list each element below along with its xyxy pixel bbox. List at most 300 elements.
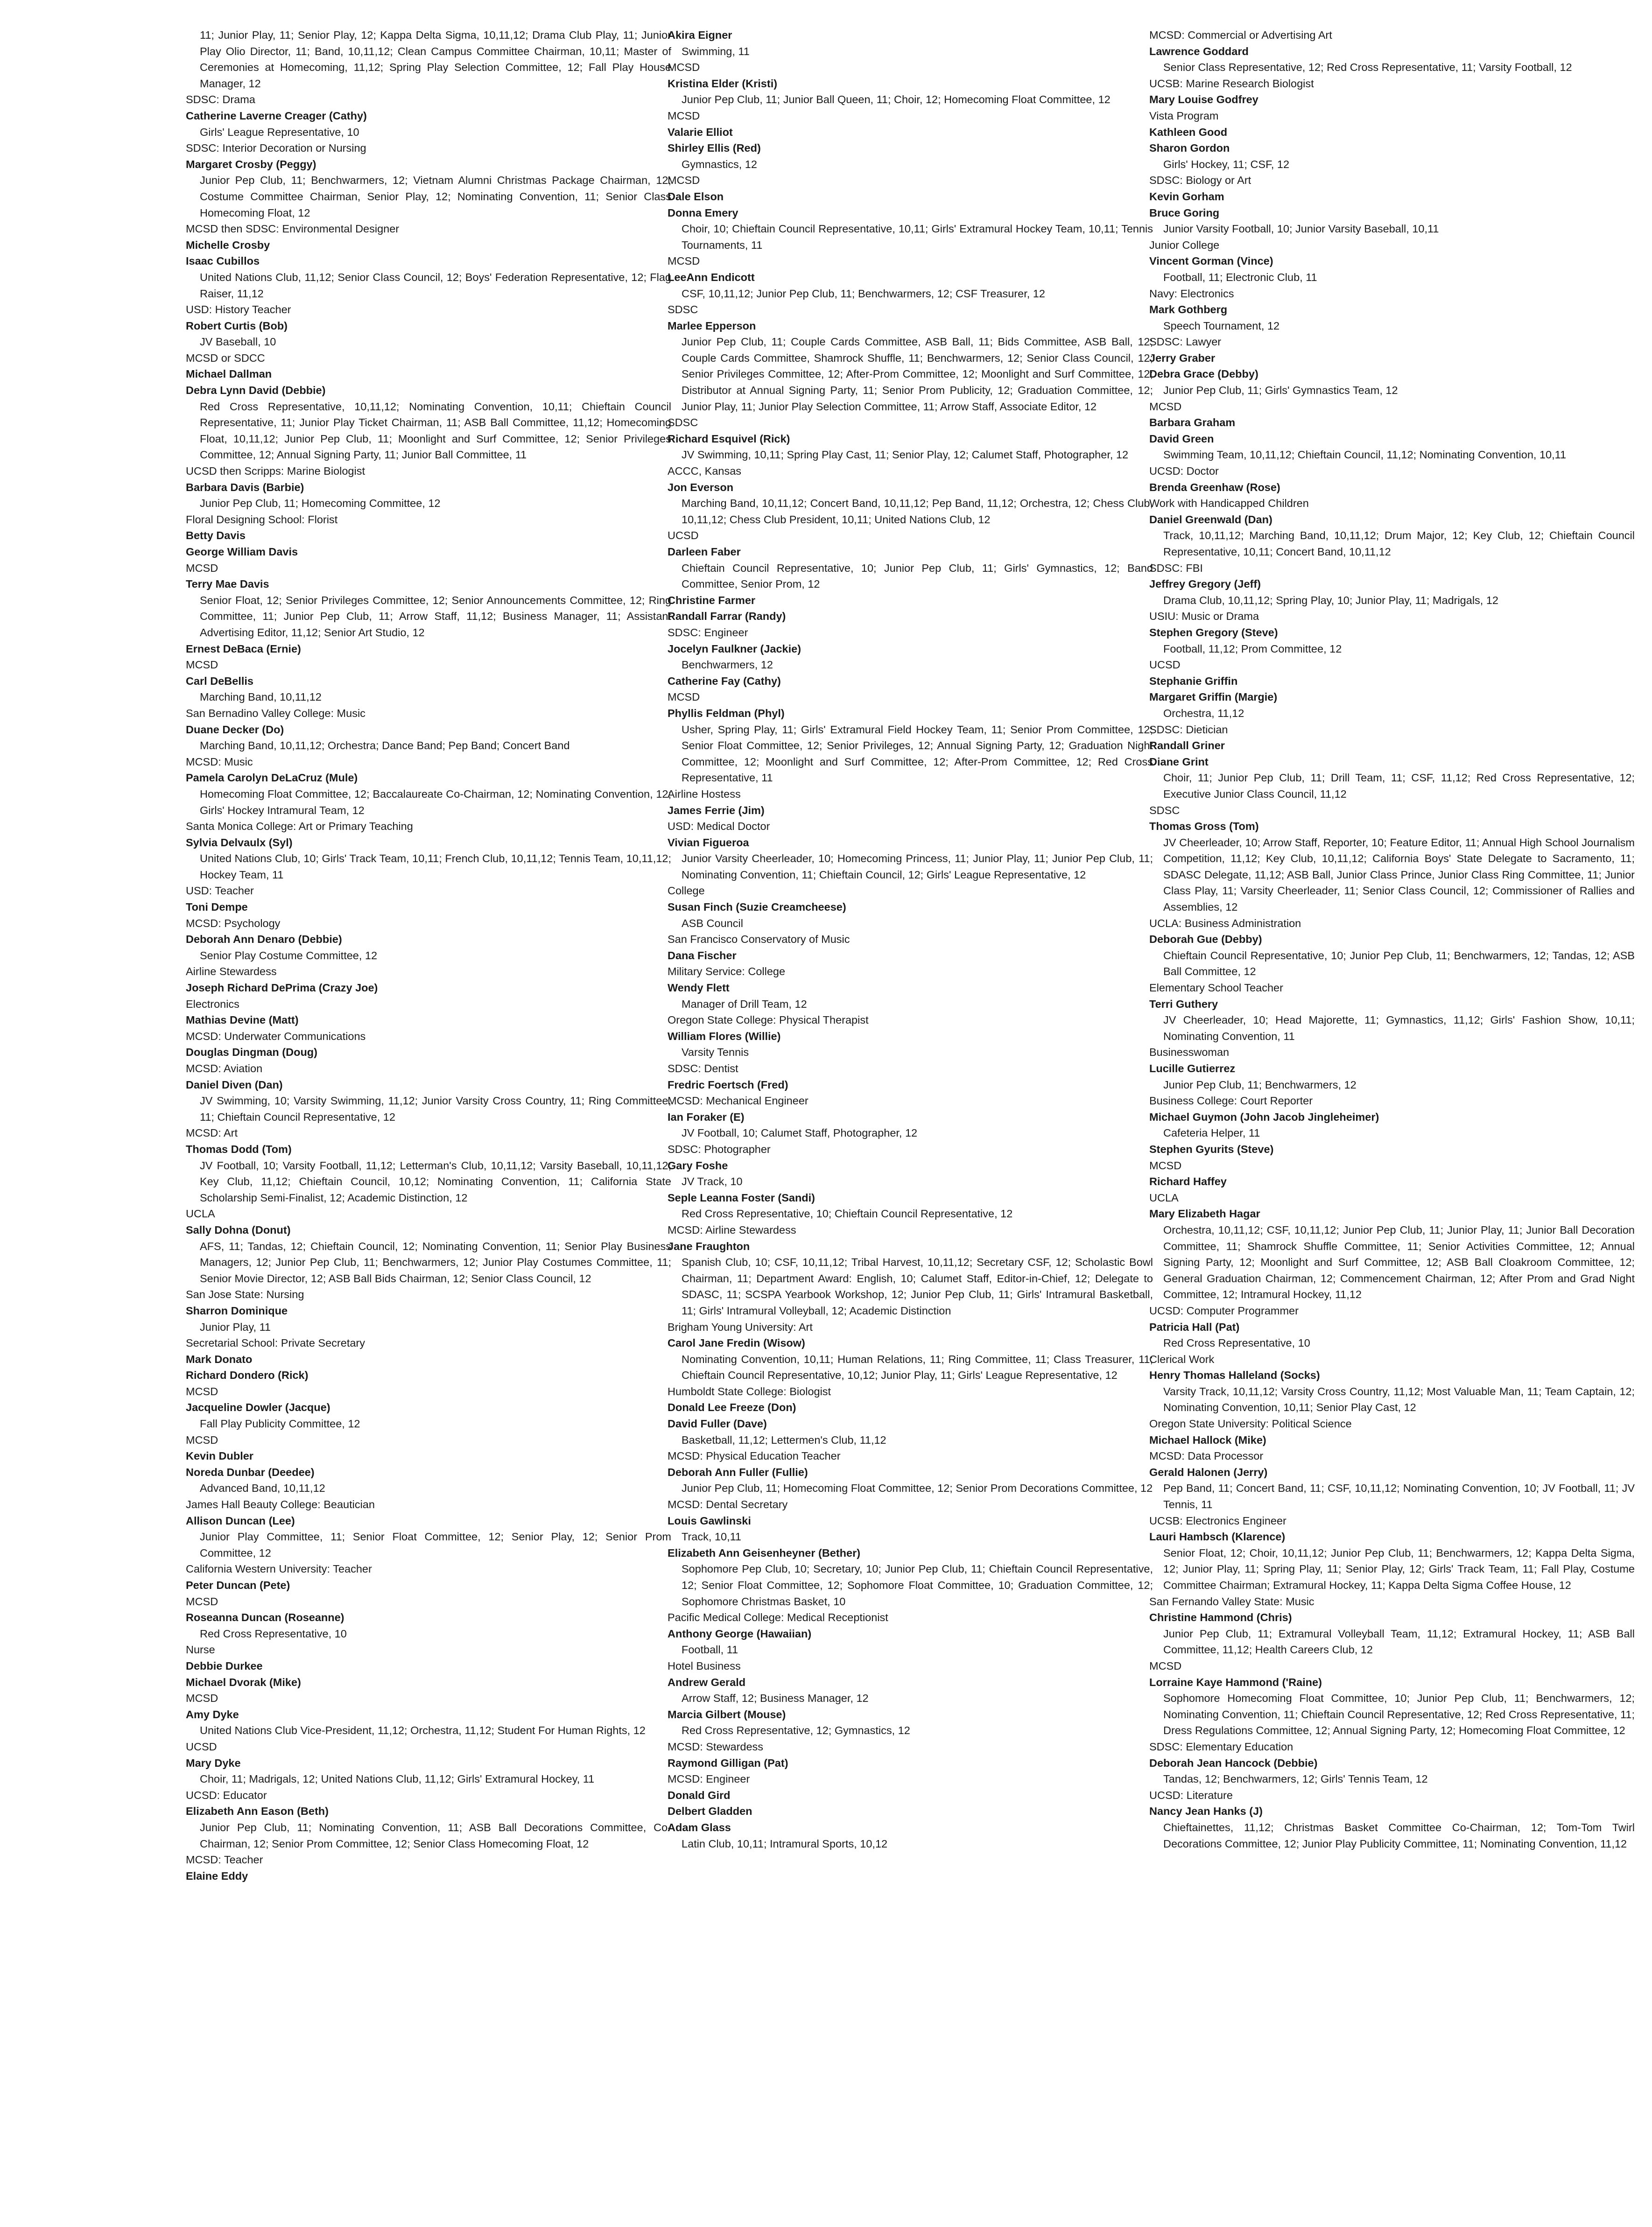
student-entry [1149, 673, 1635, 689]
student-future-plans: MCSD [668, 691, 700, 703]
student-activities: AFS, 11; Tandas, 12; Chieftain Council, 12; Nominating Convention, 11; Senior Play Business Managers, 12; Junior Pep Club, 11; Benchwarmers, 12; Junior Play Costumes Committee, 11; Senior Movie Director, 12; ASB Ball Bids Chairman, 12; Senior Class Council, 12 [200, 1240, 671, 1285]
student-name: Darleen Faber [668, 546, 741, 558]
student-entry [668, 1109, 1153, 1158]
student-entry [1149, 189, 1635, 205]
student-name: Marlee Epperson [668, 319, 756, 332]
student-name: Donald Gird [668, 1789, 731, 1801]
student-entry [186, 1513, 671, 1577]
student-name: Roseanna Duncan (Roseanne) [186, 1611, 344, 1624]
student-activities: Tandas, 12; Benchwarmers, 12; Girls' Tennis Team, 12 [1163, 1773, 1428, 1785]
student-entry [1149, 205, 1635, 253]
student-name: Michael Dallman [186, 368, 272, 380]
student-entry [1149, 431, 1635, 479]
student-activities: Manager of Drill Team, 12 [682, 998, 807, 1010]
student-activities: Junior Pep Club, 11; Benchwarmers, 12 [1163, 1078, 1357, 1091]
student-entry [668, 1626, 1153, 1674]
student-name: Joseph Richard DePrima (Crazy Joe) [186, 982, 378, 994]
student-future-plans: SDSC: Lawyer [1149, 336, 1222, 348]
student-entry [1149, 43, 1635, 92]
student-future-plans: Nurse [186, 1644, 215, 1656]
student-entry [1149, 27, 1635, 43]
student-name: Randall Farrar (Randy) [668, 610, 786, 623]
student-future-plans: UCSD: Educator [186, 1789, 267, 1801]
student-activities: Marching Band, 10,11,12; Concert Band, 10,11,12; Pep Band, 11,12; Orchestra, 12; Chess Club, 10,11,12; Chess Club President, 10,11; United Nations Club, 12 [682, 497, 1153, 526]
student-name: Debbie Durkee [186, 1659, 263, 1672]
student-activities: United Nations Club, 10; Girls' Track Team, 10,11; French Club, 10,11,12; Tennis Team, 10,11,12; Hockey Team, 11 [200, 852, 671, 881]
student-future-plans: San Bernadino Valley College: Music [186, 707, 366, 719]
student-entry [1149, 1755, 1635, 1804]
student-name: Carl DeBellis [186, 674, 253, 687]
student-future-plans: MCSD [186, 1692, 218, 1705]
student-entry [668, 269, 1153, 318]
student-future-plans: Businesswoman [1149, 1046, 1230, 1059]
student-name: Robert Curtis (Bob) [186, 319, 288, 332]
student-name: Henry Thomas Halleland (Socks) [1149, 1369, 1320, 1382]
student-name: Pamela Carolyn DeLaCruz (Mule) [186, 772, 358, 784]
student-name: Gary Foshe [668, 1159, 728, 1172]
student-name: Sally Dohna (Donut) [186, 1223, 291, 1236]
student-name: Patricia Hall (Pat) [1149, 1321, 1240, 1333]
student-activities: Football, 11,12; Prom Committee, 12 [1163, 642, 1342, 655]
student-name: Stephen Gyurits (Steve) [1149, 1143, 1274, 1155]
student-entry [186, 318, 671, 366]
student-name: Adam Glass [668, 1821, 731, 1834]
student-name: Susan Finch (Suzie Creamcheese) [668, 901, 846, 913]
student-name: Delbert Gladden [668, 1805, 752, 1818]
student-future-plans: MCSD: Teacher [186, 1854, 263, 1866]
student-name: Ernest DeBaca (Ernie) [186, 642, 301, 655]
student-entry [1149, 931, 1635, 996]
student-name: Deborah Jean Hancock (Debbie) [1149, 1756, 1318, 1769]
student-future-plans: Junior College [1149, 239, 1220, 251]
student-future-plans: MCSD [668, 109, 700, 122]
student-future-plans: SDSC: Engineer [668, 626, 748, 639]
student-activities: ASB Council [682, 917, 743, 929]
student-name: Toni Dempe [186, 901, 248, 913]
student-entry [186, 1577, 671, 1609]
student-entry [186, 980, 671, 1012]
student-activities: Swimming Team, 10,11,12; Chieftain Council, 11,12; Nominating Convention, 10,11 [1163, 449, 1567, 461]
student-entry [668, 124, 1153, 141]
student-activities: Marching Band, 10,11,12 [200, 691, 322, 703]
student-future-plans: MCSD: Music [186, 755, 253, 768]
student-name: Randall Griner [1149, 739, 1225, 752]
student-name: Duane Decker (Do) [186, 723, 284, 736]
student-entry [668, 705, 1153, 802]
student-name: Michael Hallock (Mike) [1149, 1433, 1266, 1446]
student-future-plans: MCSD: Physical Education Teacher [668, 1450, 841, 1462]
student-name: Ian Foraker (E) [668, 1110, 745, 1123]
student-activities: United Nations Club Vice-President, 11,12; Orchestra, 11,12; Student For Human Rights, 12 [200, 1724, 646, 1737]
student-entry [1149, 1674, 1635, 1755]
student-future-plans: Oregon State University: Political Science [1149, 1418, 1352, 1430]
student-entry [186, 576, 671, 640]
student-entry [668, 948, 1153, 980]
student-name: Christine Hammond (Chris) [1149, 1611, 1292, 1624]
student-entry [668, 608, 1153, 640]
student-activities: JV Swimming, 10; Varsity Swimming, 11,12; Junior Varsity Cross Country, 11; Ring Committee, 11; Chieftain Council Representative, 12 [200, 1095, 671, 1123]
student-future-plans: Oregon State College: Physical Therapist [668, 1014, 869, 1026]
student-name: Vincent Gorman (Vince) [1149, 255, 1273, 267]
student-future-plans: Secretarial School: Private Secretary [186, 1337, 365, 1349]
student-name: Lawrence Goddard [1149, 45, 1249, 57]
student-name: Nancy Jean Hanks (J) [1149, 1805, 1263, 1818]
student-entry [668, 980, 1153, 1028]
student-future-plans: Work with Handicapped Children [1149, 497, 1309, 510]
student-future-plans: UCSD: Literature [1149, 1789, 1233, 1801]
student-entry [1149, 124, 1635, 141]
student-activities: Choir, 11; Junior Pep Club, 11; Drill Team, 11; CSF, 11,12; Red Cross Representative, 12; Executive Junior Class Council, 11,12 [1163, 772, 1635, 800]
student-entry [186, 835, 671, 899]
student-entry [186, 1464, 671, 1513]
student-name: Terry Mae Davis [186, 578, 269, 590]
directory-column-2 [668, 27, 1153, 1852]
student-activities: Football, 11; Electronic Club, 11 [1163, 271, 1317, 283]
student-entry [668, 1803, 1153, 1820]
student-entry [186, 253, 671, 317]
student-entry [186, 1609, 671, 1658]
student-entry [1149, 1173, 1635, 1206]
student-future-plans: UCSD [668, 529, 699, 542]
student-name: Christine Farmer [668, 594, 756, 606]
student-future-plans: MCSD: Art [186, 1127, 238, 1139]
student-name: Kristina Elder (Kristi) [668, 77, 778, 90]
student-name: Allison Duncan (Lee) [186, 1514, 295, 1527]
student-entry [668, 1028, 1153, 1077]
student-future-plans: MCSD: Engineer [668, 1773, 750, 1785]
student-activities: Chieftain Council Representative, 10; Junior Pep Club, 11; Benchwarmers, 12; Tandas, 12; ASB Ball Committee, 12 [1163, 949, 1635, 978]
student-entry [1149, 1141, 1635, 1173]
student-activities: Football, 11 [682, 1644, 738, 1656]
student-entry [668, 1513, 1153, 1545]
student-future-plans: MCSD: Data Processor [1149, 1450, 1264, 1462]
student-future-plans: SDSC: Biology or Art [1149, 174, 1251, 187]
student-entry [1149, 1803, 1635, 1852]
student-name: James Ferrie (Jim) [668, 804, 765, 816]
student-entry [186, 366, 671, 382]
student-entry [1149, 818, 1635, 931]
directory-column-3 [1149, 27, 1635, 1852]
student-future-plans: USD: Teacher [186, 885, 254, 897]
student-future-plans: SDSC [668, 416, 698, 429]
student-future-plans: UCSD: Doctor [1149, 465, 1219, 478]
student-entry [1149, 1109, 1635, 1141]
student-entry [186, 1077, 671, 1141]
student-future-plans: UCLA [186, 1208, 215, 1220]
student-future-plans: UCLA: Business Administration [1149, 917, 1301, 929]
student-entry [1149, 253, 1635, 302]
student-name: Phyllis Feldman (Phyl) [668, 707, 785, 719]
student-entry [668, 1755, 1153, 1787]
student-entry [186, 1674, 671, 1707]
student-entry [1149, 302, 1635, 350]
student-name: David Fuller (Dave) [668, 1418, 767, 1430]
student-activities: Senior Class Representative, 12; Red Cross Representative, 11; Varsity Football, 12 [1163, 61, 1572, 74]
student-name: Sharon Gordon [1149, 142, 1230, 155]
student-future-plans: ACCC, Kansas [668, 465, 742, 478]
student-activities: Usher, Spring Play, 11; Girls' Extramural Field Hockey Team, 11; Senior Prom Committee, 12; Senior Float Committee, 12; Senior Privileges, 12; Annual Signing Party, 12; Graduation Night Committee, 12; Moonlight and Surf Committee, 12; After-Prom Committee, 12; Red Cross Representative, 11 [682, 723, 1153, 784]
student-future-plans: SDSC: FBI [1149, 562, 1203, 574]
student-entry [1149, 576, 1635, 625]
student-future-plans: Airline Stewardess [186, 965, 277, 978]
student-name: Douglas Dingman (Doug) [186, 1046, 317, 1059]
student-entry [186, 641, 671, 673]
student-entry [186, 770, 671, 834]
student-entry [1149, 1319, 1635, 1368]
student-entry [1149, 366, 1635, 414]
student-activities: JV Football, 10; Varsity Football, 11,12; Letterman's Club, 10,11,12; Varsity Baseball, 10,11,12; Key Club, 11,12; Chieftain Council, 10,12; Nominating Convention, 11; California State Scholarship Semi-Finalist, 12; Academic Distinction, 12 [200, 1159, 671, 1204]
student-name: Elaine Eddy [186, 1869, 248, 1882]
student-entry [186, 108, 671, 156]
student-future-plans: MCSD: Airline Stewardess [668, 1223, 796, 1236]
student-activities: Pep Band, 11; Concert Band, 11; CSF, 10,11,12; Nominating Convention, 10; JV Football, 11; JV Tennis, 11 [1163, 1482, 1635, 1511]
student-future-plans: SDSC: Dentist [668, 1062, 738, 1075]
student-name: Raymond Gilligan (Pat) [668, 1756, 788, 1769]
student-entry [668, 76, 1153, 124]
student-name: Catherine Fay (Cathy) [668, 674, 781, 687]
student-entry [668, 1820, 1153, 1852]
student-future-plans: Santa Monica College: Art or Primary Teaching [186, 820, 413, 833]
student-entry [668, 1399, 1153, 1416]
student-entry [1149, 738, 1635, 754]
student-future-plans: SDSC: Photographer [668, 1143, 771, 1155]
student-name: Margaret Crosby (Peggy) [186, 158, 316, 170]
student-activities: Fall Play Publicity Committee, 12 [200, 1418, 360, 1430]
student-entry [186, 1707, 671, 1755]
student-entry [186, 27, 671, 108]
student-entry [668, 1077, 1153, 1109]
student-future-plans: MCSD: Commercial or Advertising Art [1149, 29, 1332, 41]
student-entry [1149, 414, 1635, 431]
student-future-plans: UCLA [1149, 1191, 1179, 1204]
student-name: Terri Guthery [1149, 998, 1218, 1010]
student-activities: JV Baseball, 10 [200, 336, 276, 348]
student-activities: Junior Pep Club, 11; Couple Cards Committee, ASB Ball, 11; Bids Committee, ASB Ball, 12; Couple Cards Committee, Shamrock Shuffle, 11; Benchwarmers, 12; Senior Class Council, 12; Senior Privileges Committee, 12; After-Prom Committee, 12; Moonlight and Surf Committee, 12; Distributor at Annual Signing Party, 11; Senior Prom Publicity, 12; Graduation Committee, 12; Junior Play, 11; Junior Play Selection Committee, 11; Arrow Staff, Associate Editor, 12 [682, 336, 1153, 413]
student-name: Brenda Greenhaw (Rose) [1149, 481, 1280, 493]
student-future-plans: MCSD [668, 174, 700, 187]
student-entry [186, 931, 671, 980]
student-entry [668, 140, 1153, 189]
student-future-plans: SDSC: Drama [186, 93, 255, 106]
student-name: Sharron Dominique [186, 1304, 288, 1317]
student-activities: Red Cross Representative, 10; Chieftain Council Representative, 12 [682, 1208, 1013, 1220]
student-entry [186, 1351, 671, 1368]
student-entry [186, 899, 671, 931]
student-name: Jerry Graber [1149, 351, 1216, 364]
student-name: Mark Gothberg [1149, 303, 1228, 316]
student-future-plans: San Jose State: Nursing [186, 1288, 304, 1301]
student-activities: Spanish Club, 10; CSF, 10,11,12; Tribal Harvest, 10,11,12; Secretary CSF, 12; Scholastic Bowl Chairman, 11; Department Award: English, 10; Calumet Staff, Editor-in-Chief, 12; Delegate to SDASC, 11; SCSPA Yearbook Workshop, 12; Junior Pep Club, 11; Girls' Intramural Basketball, 11; Girls' Intramural Volleyball, 12; Academic Distinction [682, 1256, 1153, 1317]
student-activities: Red Cross Representative, 10 [1163, 1337, 1310, 1349]
student-entry [1149, 91, 1635, 124]
student-future-plans: Military Service: College [668, 965, 786, 978]
student-entry [186, 1012, 671, 1044]
student-future-plans: MCSD or SDCC [186, 351, 265, 364]
student-activities: Red Cross Representative, 10 [200, 1627, 347, 1640]
student-entry [668, 592, 1153, 609]
student-entry [186, 1803, 671, 1868]
student-future-plans: Business College: Court Reporter [1149, 1095, 1313, 1107]
student-activities: Senior Float, 12; Choir, 10,11,12; Junior Pep Club, 11; Benchwarmers, 12; Kappa Delta Sigma, 12; Junior Play, 11; Spring Play, 11; Senior Play, 12; Girls' Track Team, 11; Fall Play, Costume Committee Chairman; Extramural Hockey, 11; Kappa Delta Sigma Coffee House, 12 [1163, 1546, 1635, 1591]
student-activities: Sophomore Pep Club, 10; Secretary, 10; Junior Pep Club, 11; Chieftain Council Representative, 12; Senior Float Committee, 12; Sophomore Float Committee, 10; Graduation Committee, 12; Sophomore Christmas Basket, 10 [682, 1563, 1153, 1608]
student-future-plans: Pacific Medical College: Medical Receptionist [668, 1611, 888, 1624]
student-activities: Track, 10,11 [682, 1531, 741, 1543]
student-name: Barbara Graham [1149, 416, 1236, 429]
student-name: Stephen Gregory (Steve) [1149, 626, 1278, 639]
student-activities: 11; Junior Play, 11; Senior Play, 12; Kappa Delta Sigma, 10,11,12; Drama Club Play, 11; Junior Play Olio Director, 11; Band, 10,11,12; Clean Campus Committee Chairman, 10,11; Master of Ceremonies at Homecoming, 11,12; Spring Play Selection Committee, 12; Fall Play House Manager, 12 [200, 29, 671, 90]
student-activities: Speech Tournament, 12 [1163, 319, 1280, 332]
student-activities: Nominating Convention, 10,11; Human Relations, 11; Ring Committee, 11; Class Treasurer, 11; Chieftain Council Representative, 10,12; Junior Play, 11; Girls' League Representative, 12 [682, 1353, 1153, 1382]
student-entry [668, 1707, 1153, 1755]
student-future-plans: MCSD [186, 659, 218, 671]
student-entry [186, 1868, 671, 1884]
student-entry [1149, 689, 1635, 738]
student-name: Margaret Griffin (Margie) [1149, 691, 1278, 703]
student-entry [1149, 1529, 1635, 1609]
student-entry [668, 1335, 1153, 1399]
student-entry [668, 802, 1153, 835]
student-entry [1149, 479, 1635, 512]
student-future-plans: Hotel Business [668, 1659, 741, 1672]
student-activities: Junior Pep Club, 11; Nominating Convention, 11; ASB Ball Decorations Committee, Co-Chairman, 12; Senior Prom Committee, 12; Senior Class Homecoming Float, 12 [200, 1821, 671, 1850]
student-future-plans: Elementary School Teacher [1149, 982, 1283, 994]
student-future-plans: SDSC [1149, 804, 1180, 816]
student-future-plans: MCSD [186, 1385, 218, 1398]
student-name: Isaac Cubillos [186, 255, 260, 267]
student-entry [1149, 512, 1635, 576]
student-activities: Chieftain Council Representative, 10; Junior Pep Club, 11; Girls' Gymnastics, 12; Band Committee, Senior Prom, 12 [682, 562, 1153, 590]
student-activities: Junior Pep Club, 11; Homecoming Float Committee, 12; Senior Prom Decorations Committee, 12 [682, 1482, 1153, 1495]
student-entry [186, 1367, 671, 1399]
student-name: Seple Leanna Foster (Sandi) [668, 1191, 815, 1204]
student-entry [186, 479, 671, 528]
student-entry [1149, 996, 1635, 1061]
student-future-plans: MCSD then SDSC: Environmental Designer [186, 223, 400, 235]
student-entry [668, 189, 1153, 205]
student-activities: JV Cheerleader, 10; Head Majorette, 11; Gymnastics, 11,12; Girls' Fashion Show, 10,11; Nominating Convention, 11 [1163, 1014, 1635, 1042]
student-name: Jacqueline Dowler (Jacque) [186, 1401, 330, 1414]
student-future-plans: Airline Hostess [668, 787, 741, 800]
student-name: Debra Lynn David (Debbie) [186, 384, 326, 397]
student-future-plans: SDSC: Interior Decoration or Nursing [186, 142, 366, 155]
student-future-plans: Brigham Young University: Art [668, 1321, 813, 1333]
student-activities: Varsity Track, 10,11,12; Varsity Cross Country, 11,12; Most Valuable Man, 11; Team Captain, 12; Nominating Convention, 10,11; Senior Play Cast, 12 [1163, 1385, 1635, 1414]
student-name: Richard Esquivel (Rick) [668, 432, 790, 445]
student-activities: Choir, 11; Madrigals, 12; United Nations Club, 11,12; Girls' Extramural Hockey, 11 [200, 1773, 595, 1785]
student-activities: JV Football, 10; Calumet Staff, Photographer, 12 [682, 1127, 918, 1139]
student-activities: Arrow Staff, 12; Business Manager, 12 [682, 1692, 869, 1705]
student-name: Donna Emery [668, 206, 738, 219]
student-entry [1149, 1432, 1635, 1464]
student-name: Mary Louise Godfrey [1149, 93, 1258, 106]
student-future-plans: MCSD [1149, 1159, 1182, 1172]
student-activities: Homecoming Float Committee, 12; Baccalaureate Co-Chairman, 12; Nominating Convention, 12; Girls' Hockey Intramural Team, 12 [200, 787, 671, 816]
student-future-plans: MCSD [668, 255, 700, 267]
student-future-plans: UCSD then Scripps: Marine Biologist [186, 465, 365, 478]
student-name: Kevin Dubler [186, 1450, 253, 1462]
student-entry [668, 27, 1153, 76]
student-name: Kevin Gorham [1149, 190, 1224, 203]
student-future-plans: SDSC: Elementary Education [1149, 1740, 1293, 1753]
student-entry [668, 205, 1153, 269]
student-name: Vivian Figueroa [668, 836, 749, 849]
student-activities: Girls' League Representative, 10 [200, 126, 359, 138]
student-future-plans: MCSD [1149, 400, 1182, 413]
student-entry [186, 673, 671, 722]
student-name: George William Davis [186, 546, 298, 558]
student-future-plans: College [668, 885, 705, 897]
student-name: Jane Fraughton [668, 1240, 750, 1252]
student-future-plans: MCSD: Aviation [186, 1062, 263, 1075]
student-name: Valarie Elliot [668, 126, 733, 138]
student-entry [186, 1303, 671, 1351]
student-entry [186, 544, 671, 576]
student-name: Wendy Flett [668, 982, 730, 994]
student-activities: Junior Varsity Football, 10; Junior Varsity Baseball, 10,11 [1163, 223, 1439, 235]
student-future-plans: UCSD [1149, 659, 1181, 671]
student-activities: Benchwarmers, 12 [682, 659, 773, 671]
student-activities: Marching Band, 10,11,12; Orchestra; Dance Band; Pep Band; Concert Band [200, 739, 570, 752]
student-entry [668, 1674, 1153, 1707]
student-entry [1149, 1609, 1635, 1674]
student-future-plans: MCSD [668, 61, 700, 74]
student-activities: JV Swimming, 10,11; Spring Play Cast, 11; Senior Play, 12; Calumet Staff, Photographer, 12 [682, 449, 1129, 461]
student-name: Michael Dvorak (Mike) [186, 1676, 301, 1688]
student-activities: Junior Play Committee, 11; Senior Float Committee, 12; Senior Play, 12; Senior Prom Committee, 12 [200, 1531, 671, 1559]
student-name: Jeffrey Gregory (Jeff) [1149, 578, 1261, 590]
student-entry [668, 1464, 1153, 1513]
student-activities: Junior Pep Club, 11; Homecoming Committee, 12 [200, 497, 441, 510]
student-name: Lorraine Kaye Hammond ('Raine) [1149, 1676, 1322, 1688]
student-future-plans: USIU: Music or Drama [1149, 610, 1259, 623]
student-future-plans: Clerical Work [1149, 1353, 1215, 1365]
student-name: Diane Grint [1149, 755, 1209, 768]
student-entry [1149, 1367, 1635, 1432]
student-activities: Sophomore Homecoming Float Committee, 10; Junior Pep Club, 11; Benchwarmers, 12; Nominating Convention, 11; Chieftain Council Representative, 12; Red Cross Representative, 11; Dress Regulations Committee, 12; Annual Signing Party, 12; Homecoming Float Committee, 12 [1163, 1692, 1635, 1737]
student-activities: Gymnastics, 12 [682, 158, 757, 170]
student-name: Gerald Halonen (Jerry) [1149, 1466, 1268, 1478]
student-name: Akira Eigner [668, 29, 732, 41]
student-activities: Chieftainettes, 11,12; Christmas Basket Committee Co-Chairman, 12; Tom-Tom Twirl Decorations Committee, 12; Junior Play Publicity Committee, 11; Nominating Convention, 11,12 [1163, 1821, 1635, 1850]
student-future-plans: MCSD: Mechanical Engineer [668, 1095, 808, 1107]
student-name: Lucille Gutierrez [1149, 1062, 1236, 1075]
student-name: Jocelyn Faulkner (Jackie) [668, 642, 801, 655]
student-entry [1149, 1464, 1635, 1529]
student-activities: Senior Play Costume Committee, 12 [200, 949, 378, 962]
student-name: Mathias Devine (Matt) [186, 1014, 299, 1026]
student-activities: Track, 10,11,12; Marching Band, 10,11,12; Drum Major, 12; Key Club, 12; Chieftain Council Representative, 10,11; Concert Band, 10,11,12 [1163, 529, 1635, 558]
student-name: Elizabeth Ann Eason (Beth) [186, 1805, 329, 1818]
student-name: Donald Lee Freeze (Don) [668, 1401, 796, 1414]
student-entry [668, 1787, 1153, 1804]
student-entry [668, 835, 1153, 899]
student-name: Shirley Ellis (Red) [668, 142, 761, 155]
student-entry [186, 722, 671, 770]
student-name: Deborah Ann Fuller (Fullie) [668, 1466, 808, 1478]
student-future-plans: MCSD: Psychology [186, 917, 281, 929]
student-activities: JV Track, 10 [682, 1175, 743, 1188]
student-entry [668, 641, 1153, 673]
student-name: Lauri Hambsch (Klarence) [1149, 1531, 1286, 1543]
student-future-plans: USD: Medical Doctor [668, 820, 770, 833]
student-name: Thomas Dodd (Tom) [186, 1143, 292, 1155]
student-name: Michelle Crosby [186, 239, 270, 251]
student-entry [186, 156, 671, 237]
student-future-plans: SDSC [668, 303, 698, 316]
student-entry [1149, 140, 1635, 189]
student-name: Deborah Gue (Debby) [1149, 933, 1262, 946]
student-name: Mary Elizabeth Hagar [1149, 1208, 1260, 1220]
